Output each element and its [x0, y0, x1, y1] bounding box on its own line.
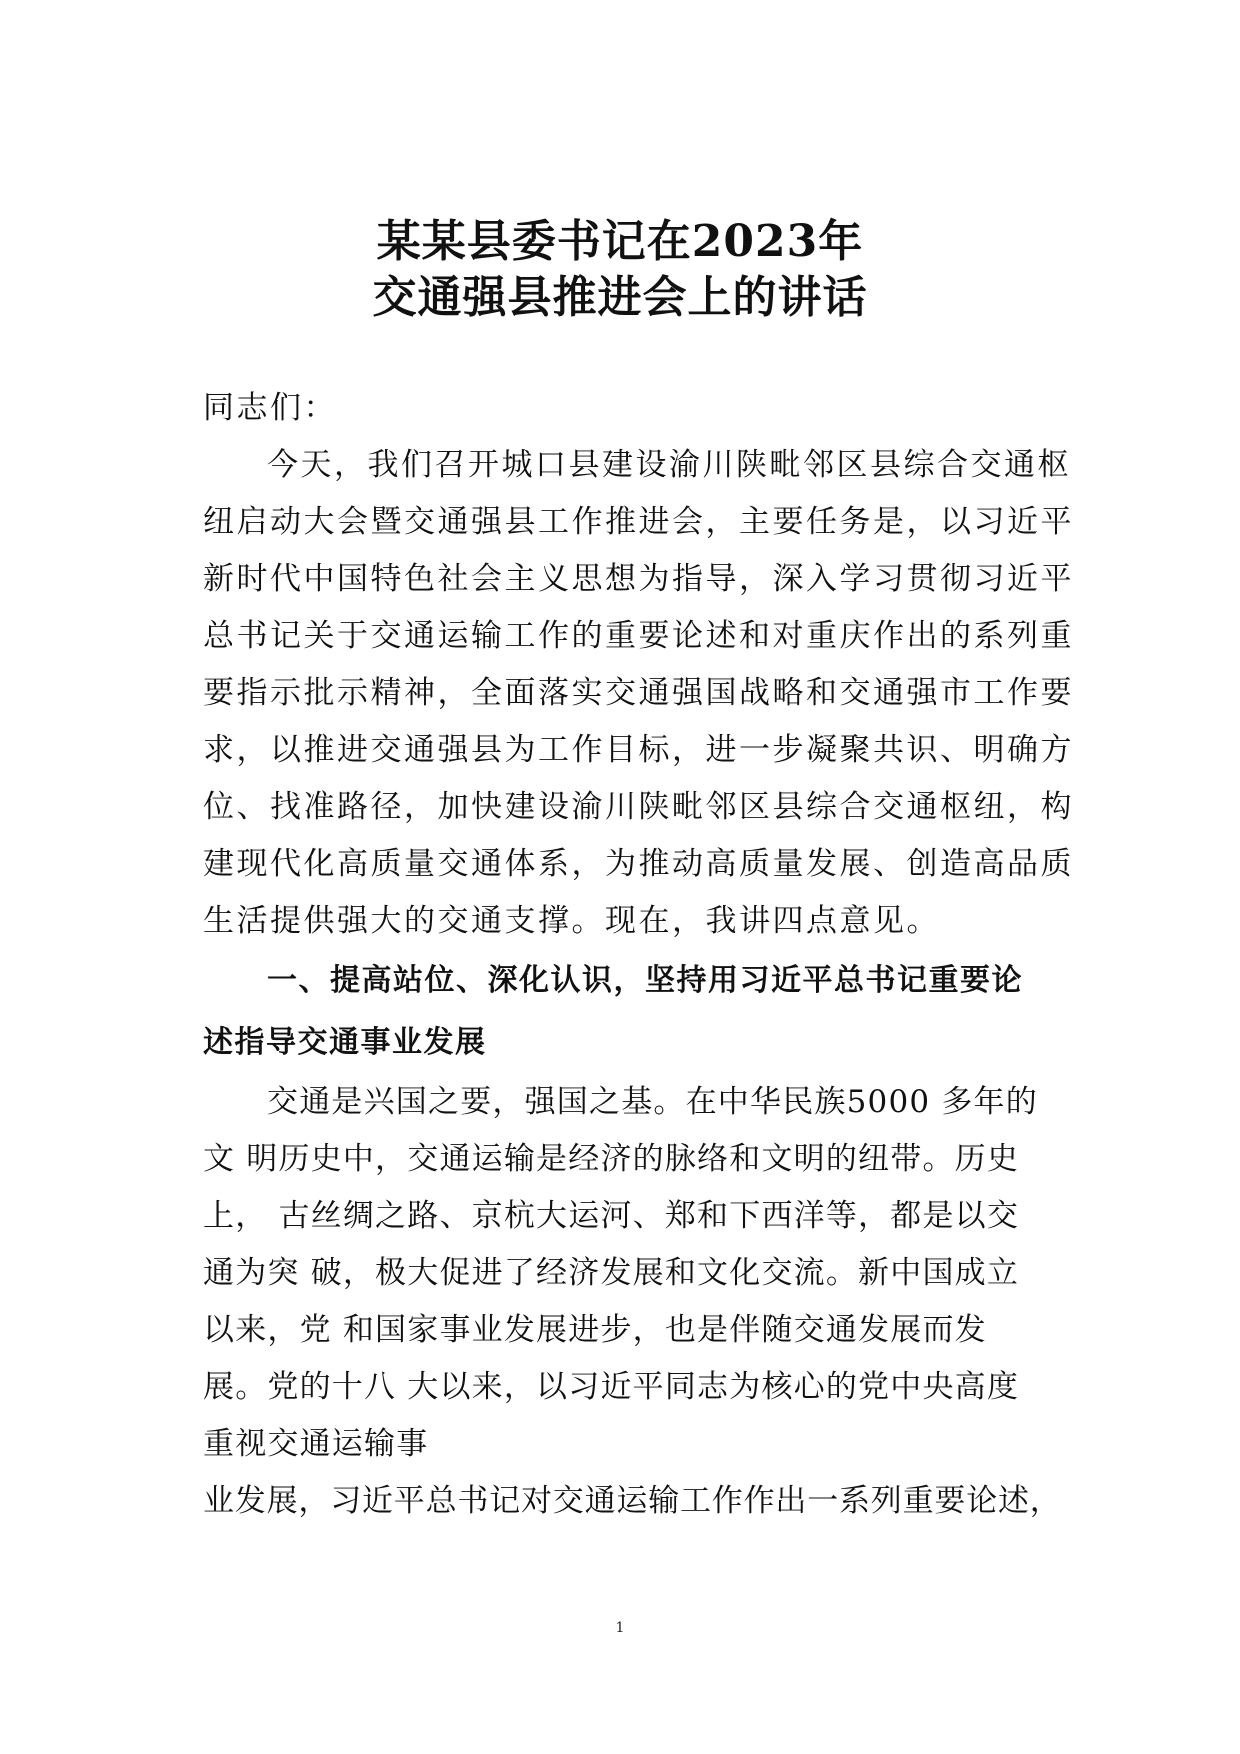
- paragraph-2: [203, 1074, 1065, 1530]
- paragraph-1-line: 今天，我们召开城口县建设渝川陕毗邻区县综合交通枢: [267, 447, 1071, 483]
- salutation: 同志们：: [203, 390, 337, 426]
- paragraph-2-line: 业发展，习近平总书记对交通运输工作作出一系列重要论述，: [203, 1483, 1062, 1519]
- paragraph-2-line: 以来，党 和国家事业发展进步，也是伴随交通发展而发: [203, 1312, 987, 1348]
- paragraph-1: [203, 437, 1074, 950]
- paragraph-1-line: 要指示批示精神，全面落实交通强国战略和交通强市工作要: [203, 675, 1074, 711]
- document-body: [203, 380, 1074, 1530]
- page-number: 1: [615, 1620, 625, 1636]
- paragraph-2-line: 上， 古丝绸之路、京杭大运河、郑和下西洋等，都是以交: [203, 1198, 1020, 1234]
- paragraph-2-line: 重视交通运输事: [203, 1426, 429, 1462]
- paragraph-1-line: 求，以推进交通强县为工作目标，进一步凝聚共识、明确方: [203, 732, 1074, 768]
- paragraph-1-line: 纽启动大会暨交通强县工作推进会，主要任务是，以习近平: [203, 504, 1074, 540]
- paragraph-2-line: 文 明历史中，交通运输是经济的脉络和文明的纽带。历史: [203, 1141, 1020, 1177]
- paragraph-1-line: 位、找准路径，加快建设渝川陕毗邻区县综合交通枢纽，构: [203, 789, 1074, 825]
- paragraph-1-line: 建现代化高质量交通体系，为推动高质量发展、创造高品质: [203, 846, 1074, 882]
- document-title-line-1: 某某县委书记在2023年: [376, 216, 864, 267]
- paragraph-2-line: 交通是兴国之要，强国之基。在中华民族5000 多年的: [267, 1084, 1038, 1120]
- section-heading-line: 述指导交通事业发展: [203, 1025, 487, 1060]
- paragraph-2-line: 通为突 破，极大促进了经济发展和文化交流。新中国成立: [203, 1255, 1020, 1291]
- paragraph-1-line: 新时代中国特色社会主义思想为指导，深入学习贯彻习近平: [203, 561, 1074, 597]
- section-heading-1: [203, 950, 1065, 1074]
- paragraph-1-line: 总书记关于交通运输工作的重要论述和对重庆作出的系列重: [203, 618, 1074, 654]
- document-title-line-2: 交通强县推进会上的讲话: [372, 272, 868, 323]
- paragraph-1-line: 生活提供强大的交通支撑。现在，我讲四点意见。: [203, 903, 940, 939]
- section-heading-line: 一、提高站位、深化认识，坚持用习近平总书记重要论: [267, 963, 1023, 998]
- paragraph-2-line: 展。党的十八 大以来，以习近平同志为核心的党中央高度: [203, 1369, 1020, 1405]
